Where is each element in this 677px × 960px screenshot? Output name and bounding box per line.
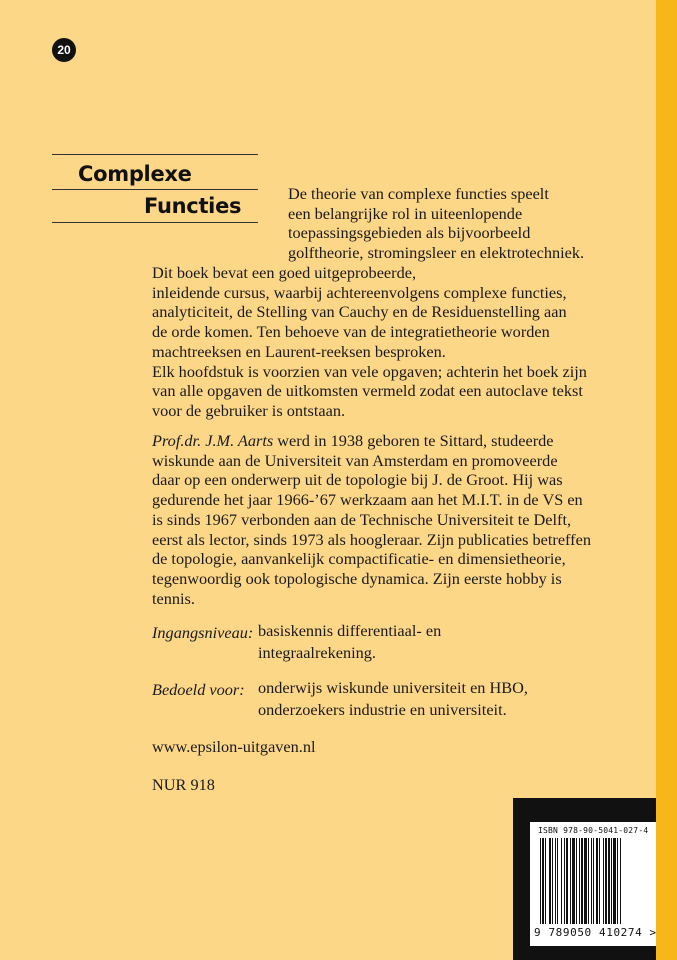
author-line-rest: werd in 1938 geboren te Sittard, studeerde	[273, 431, 554, 450]
isbn-text: ISBN 978-90-5041-027-4	[538, 826, 649, 835]
intro-line: voor de gebruiker is ontstaan.	[152, 400, 346, 420]
barcode-bar	[570, 838, 571, 924]
intro-line: machtreeksen en Laurent-reeksen besproken.	[152, 341, 446, 361]
intended-for-value	[258, 677, 528, 721]
intro-line: Dit boek bevat een goed uitgeprobeerde,	[152, 263, 417, 282]
barcode-bar	[581, 838, 583, 924]
barcode-bar	[549, 838, 551, 924]
intro-line: een belangrijke rol in uiteenlopende	[288, 203, 523, 223]
barcode-bar	[552, 838, 553, 924]
barcode-bar	[599, 838, 600, 924]
intro-line: golftheorie, stromingsleer en elektrotechniek.	[288, 243, 585, 263]
barcode-bar	[557, 838, 558, 924]
barcode-bars	[540, 838, 652, 924]
intended-for-line: onderzoekers industrie en universiteit.	[258, 700, 507, 719]
barcode-bar	[608, 838, 610, 924]
entry-level-label: Ingangsniveau:	[152, 623, 254, 642]
title-line-1: Complexe	[78, 162, 192, 186]
author-line: wiskunde aan de Universiteit van Amsterdam en promoveerde	[152, 450, 558, 470]
intro-line: inleidende cursus, waarbij achtereenvolgens complexe functies,	[152, 282, 567, 302]
barcode-bar	[613, 838, 616, 924]
barcode-bar	[579, 838, 580, 924]
nur-code: NUR 918	[152, 775, 215, 794]
barcode-bar	[540, 838, 541, 924]
barcode-bar	[561, 838, 562, 924]
author-line: gedurende het jaar 1966-’67 werkzaam aan het M.I.T. in de VS en	[152, 490, 583, 510]
barcode-bar	[566, 838, 568, 924]
title-rule-bottom	[52, 222, 258, 223]
intro-line: Elk hoofdstuk is voorzien van vele opgaven; achterin het boek zijn	[152, 361, 587, 381]
page-number-badge: 20	[52, 38, 76, 62]
barcode-bar	[545, 838, 546, 924]
title-line-2: Functies	[144, 194, 242, 218]
website-link[interactable]: www.epsilon-uitgaven.nl	[152, 737, 316, 756]
barcode-bar	[620, 838, 621, 924]
author-paragraph	[152, 431, 591, 608]
barcode-bar	[596, 838, 598, 924]
barcode-bar	[572, 838, 575, 924]
barcode-bar	[576, 838, 577, 924]
author-first-line	[152, 431, 591, 451]
intro-line: van alle opgaven de uitkomsten vermeld zodat een autoclave tekst	[152, 381, 583, 401]
barcode-bar	[584, 838, 587, 924]
barcode-bar	[617, 838, 618, 924]
author-line: tennis.	[152, 588, 195, 608]
entry-level-line: integraalrekening.	[258, 643, 376, 662]
author-line: daar op een onderwerp uit de topologie bij J. de Groot. Hij was	[152, 470, 563, 490]
entry-level-line: basiskennis differentiaal- en	[258, 621, 442, 640]
barcode-bar	[593, 838, 594, 924]
barcode-bar	[611, 838, 612, 924]
barcode-digits: 9 789050 410274 >	[534, 926, 657, 939]
title-rule-middle	[52, 189, 258, 190]
barcode-bar	[564, 838, 565, 924]
intro-line: De theorie van complexe functies speelt	[288, 184, 549, 203]
entry-level-value	[258, 620, 441, 664]
intro-line: toepassingsgebieden als bijvoorbeeld	[288, 223, 531, 243]
author-line: de topologie, aanvankelijk compactificatie- en dimensietheorie,	[152, 549, 566, 569]
intro-line: de orde komen. Ten behoeve van de integratietheorie worden	[152, 322, 550, 342]
author-name: Prof.dr. J.M. Aarts	[152, 431, 274, 450]
author-line: tegenwoordig ook topologische dynamica. Zijn eerste hobby is	[152, 568, 562, 588]
barcode-bar	[555, 838, 556, 924]
intended-for-label: Bedoeld voor:	[152, 680, 245, 699]
intended-for-line: onderwijs wiskunde universiteit en HBO,	[258, 678, 528, 697]
barcode-bar	[542, 838, 544, 924]
side-color-strip	[656, 0, 677, 960]
intro-paragraph-part1	[288, 184, 584, 263]
barcode-bar	[591, 838, 592, 924]
author-line: is sinds 1967 verbonden aan de Technische Universiteit te Delft,	[152, 509, 572, 529]
intro-paragraph-part2	[152, 263, 587, 421]
title-rule-top	[52, 154, 258, 155]
barcode-bar	[603, 838, 604, 924]
barcode-bar	[588, 838, 589, 924]
barcode-bar	[605, 838, 607, 924]
author-line: eerst als lector, sinds 1973 als hoogleraar. Zijn publicaties betreffen	[152, 529, 591, 549]
intro-line: analyticiteit, de Stelling van Cauchy en de Residuenstelling aan	[152, 302, 567, 322]
